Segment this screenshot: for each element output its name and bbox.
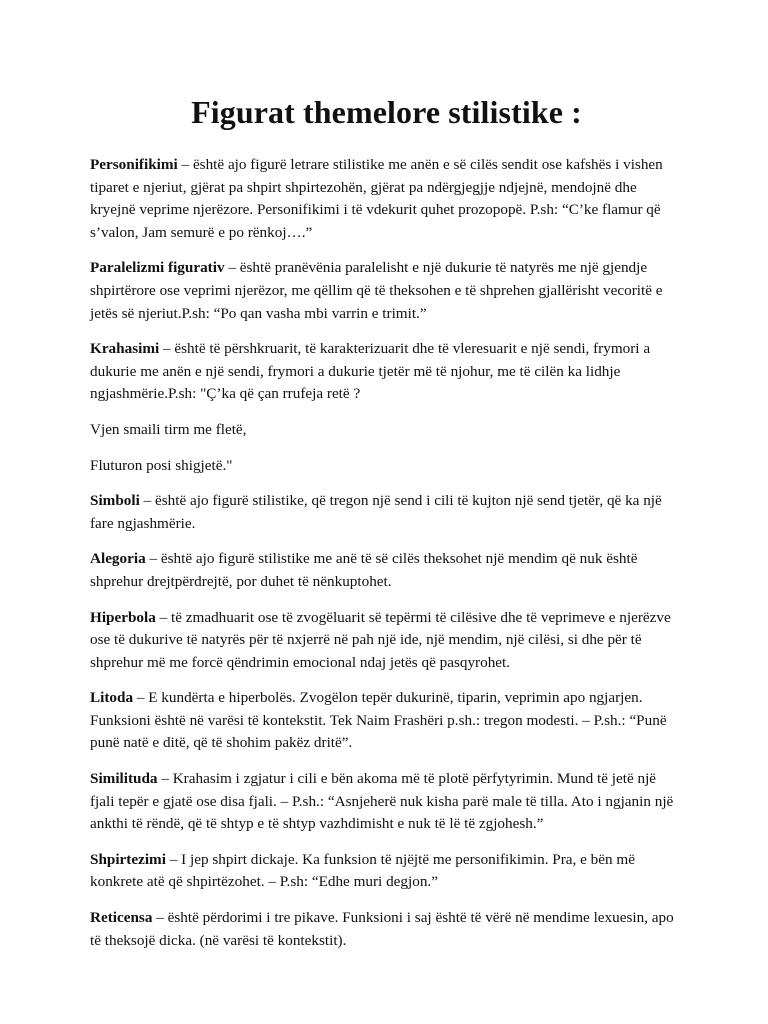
entry-text: – është ajo figurë stilistike, që tregon një send i cili të kujton një send tjetër, që ka një fare ngjashmërie. <box>90 492 662 532</box>
entry-text: – është të përshkruarit, të karakterizuarit dhe të vleresuarit e një sendi, frymori a dukurie me anën e një sendi, frymori a dukurie tjetër më të njohur, me të cilën ka lidhje ngjashmërie.P.sh: "Ç’ka që çan rrufeja retë ? <box>90 340 651 403</box>
entry-term: Personifikimi <box>90 156 178 173</box>
entry-text: – është ajo figurë stilistike me anë të së cilës theksohet një mendim që nuk është shprehur drejtpërdrejtë, por duhet të nënkuptohet. <box>90 550 638 590</box>
entry-paragraph <box>90 490 683 535</box>
entry-paragraph <box>90 419 683 442</box>
entry-text: Fluturon posi shigjetë." <box>90 456 233 474</box>
entry-text: – të zmadhuarit ose të zvogëluarit së tepërmi të cilësive dhe të veprimeve e njerëzve ose të dukurive të natyrës për të nxjerrë në pah një ide, një mendim, një cilësi, si dhe për të shprehur më me forcë qëndrimin emocional ndaj jetës që pasqyrohet. <box>90 608 671 671</box>
entry-paragraph <box>90 607 683 675</box>
entry-paragraph <box>90 154 683 244</box>
entry-paragraph <box>90 548 683 593</box>
entry-term: Hiperbola <box>90 608 156 626</box>
entry-text: – Krahasim i zgjatur i cili e bën akoma më të plotë përfytyrimin. Mund të jetë një fjali tepër e gjatë ose disa fjali. – P.sh.: “Asnjeherë nuk kisha parë male të tilla. Ato i ngjanin një ankthi të rëndë, që të shtyp e të shtyp vazhdimisht e nuk të lë të zgjohesh.” <box>90 770 674 833</box>
entries-list <box>90 154 683 952</box>
page-title: Figurat themelore stilistike : <box>191 94 582 130</box>
entry-term: Krahasimi <box>90 340 160 358</box>
entry-text: – është pranëvënia paralelisht e një dukurie të natyrës me një gjendje shpirtërore ose veprimi njerëzor, me qëllim që të theksohen e të shprehen gjallërisht vecoritë e jetës së njeriut.P.sh: “Po qan vasha mbi varrin e trimit.” <box>90 259 663 322</box>
entry-paragraph <box>90 455 683 478</box>
entry-term: Litoda <box>90 689 134 707</box>
entry-paragraph <box>90 687 683 755</box>
entry-text: – është përdorimi i tre pikave. Funksioni i saj është të vërë në mendime lexuesin, apo të theksojë dicka. (në varësi të kontekstit). <box>90 909 674 949</box>
entry-term: Shpirtezimi <box>90 850 166 868</box>
entry-text: Vjen smaili tirm me fletë, <box>90 420 247 438</box>
entry-term: Reticensa <box>90 909 153 927</box>
entry-text: – E kundërta e hiperbolës. Zvogëlon tepër dukurinë, tiparin, veprimin apo ngjarjen. Funksioni është në varësi të kontekstit. Tek Naim Frashëri p.sh.: tregon modesti. – P.sh.: “Punë punë natë e ditë, që të shohim pakëz dritë”. <box>90 689 667 752</box>
entry-term: Paralelizmi figurativ <box>90 259 225 277</box>
entry-paragraph <box>90 768 683 836</box>
entry-paragraph <box>90 907 683 952</box>
entry-paragraph <box>90 338 683 406</box>
entry-paragraph <box>90 849 683 894</box>
entry-paragraph <box>90 257 683 325</box>
entry-text: – I jep shpirt dickaje. Ka funksion të njëjtë me personifikimin. Pra, e bën më konkrete atë që shpirtëzohet. – P.sh: “Edhe muri degjon.” <box>90 850 635 891</box>
entry-term: Similituda <box>90 770 158 788</box>
entry-text: – është ajo figurë letrare stilistike me anën e së cilës sendit ose kafshës i vishen tiparet e njeriut, gjërat pa shpirt shpirtezohën, gjërat pa ndërgjegjje ndjejnë, mendojnë dhe kryejnë veprime njerëzore. Personifikimi i të vdekurit quhet prozopopë. P.sh: “C’ke flamur që s’valon, Jam semurë e po rënkoj….” <box>90 156 663 241</box>
entry-term: Simboli <box>90 492 140 510</box>
entry-term: Alegoria <box>90 550 146 568</box>
